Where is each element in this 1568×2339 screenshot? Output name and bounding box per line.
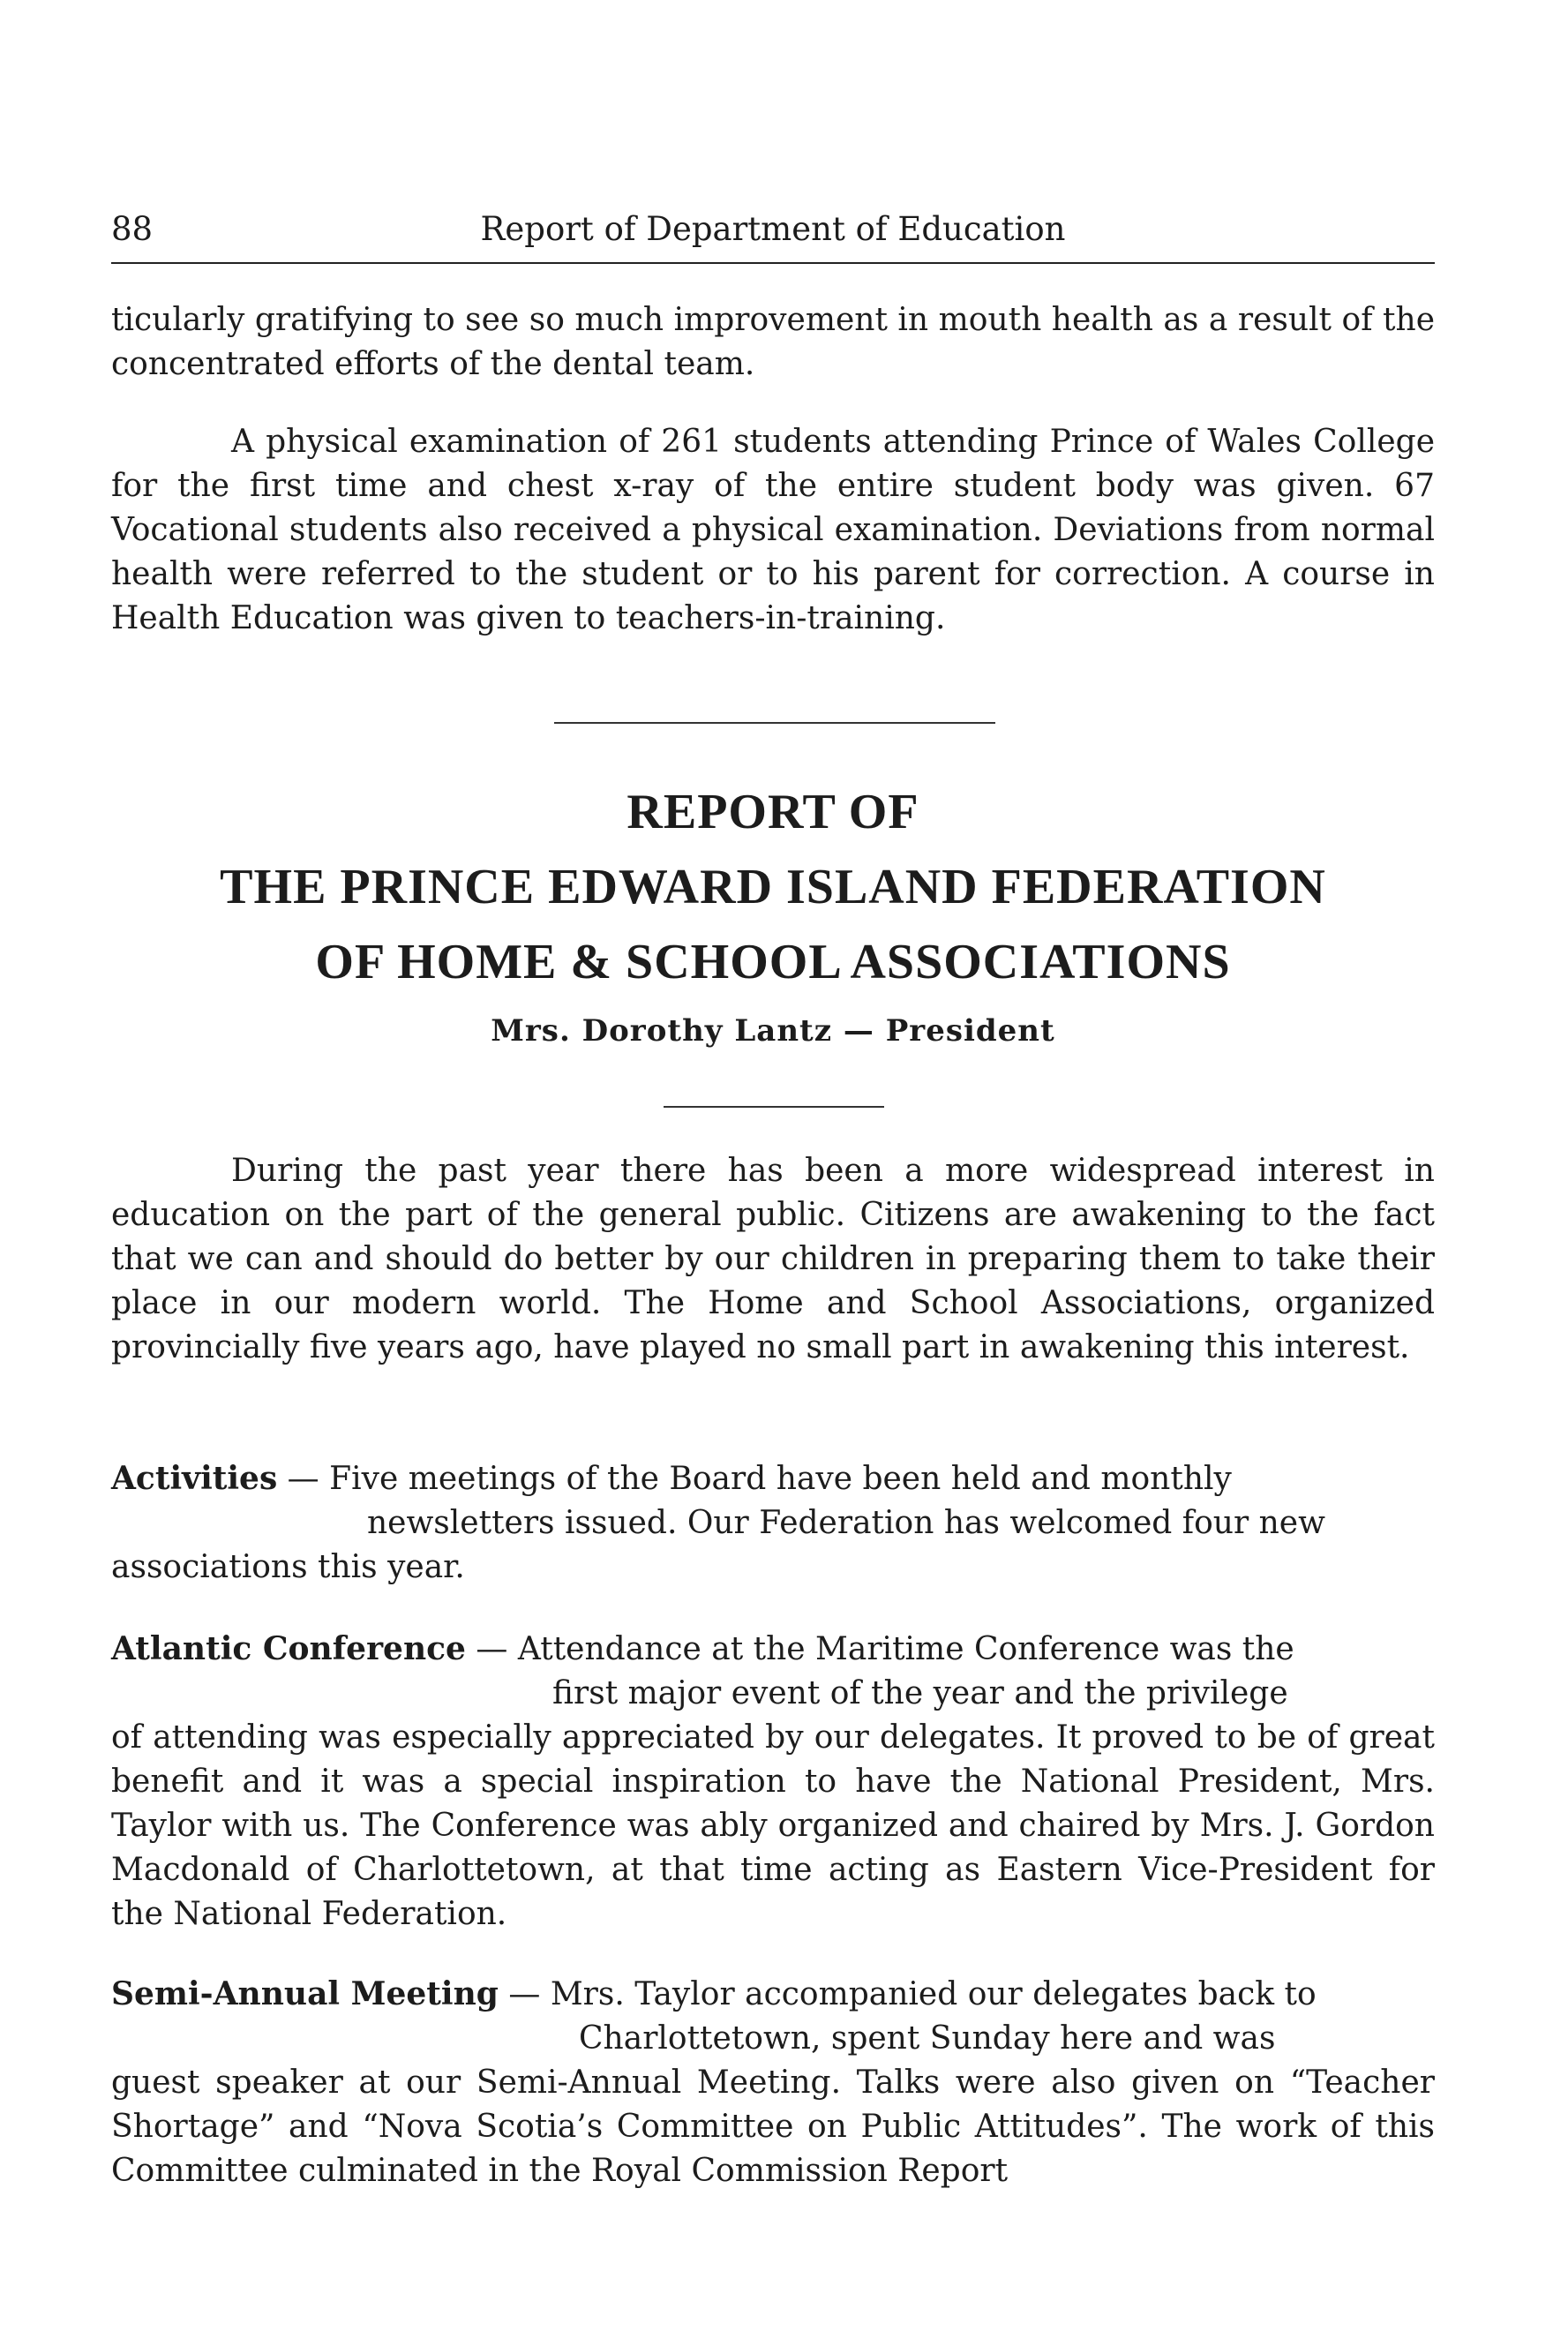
section-lead-line: Semi-Annual Meeting — Mrs. Taylor accompanied our delegates back to bbox=[111, 1975, 1317, 2012]
section-body: guest speaker at our Semi-Annual Meeting. Talks were also given on “Teacher Shortage” and “Nova Scotia’s Committee on Public Attitudes”. The work of this Committee culminated in the Royal Commission Report bbox=[111, 2064, 1435, 2189]
section-heading: Activities bbox=[111, 1460, 278, 1497]
section-activities bbox=[111, 1456, 1435, 1590]
report-title-line-3: OF HOME & SCHOOL ASSOCIATIONS bbox=[315, 935, 1231, 989]
section-first-line: Attendance at the Maritime Conference was the bbox=[517, 1631, 1294, 1667]
section-heading: Atlantic Conference bbox=[111, 1630, 466, 1667]
section-lead-line: Atlantic Conference — Attendance at the Maritime Conference was the bbox=[111, 1630, 1294, 1667]
section-body: of attending was especially appreciated by our delegates. It proved to be of great benefit and it was a special inspiration to have the National President, Mrs. Taylor with us. The Conference was ably organized and chaired by Mrs. J. Gordon Macdonald of Charlottetown, at that time acting as Eastern Vice-President for the National Federation. bbox=[111, 1719, 1435, 1932]
section-divider bbox=[554, 722, 995, 724]
report-title-line-1: REPORT OF bbox=[626, 785, 919, 839]
physical-exam-paragraph: A physical examination of 261 students attending Prince of Wales College for the first time and chest x-ray of the entire student body was given. 67 Vocational students also received a physical examination. Deviations from normal health were referred to the student or to his parent for correction. A course in Health Education was given to teachers-in-training. bbox=[111, 424, 1435, 636]
section-second-line: newsletters issued. Our Federation has welcomed four new bbox=[367, 1505, 1325, 1541]
section-semi-annual-meeting bbox=[111, 1972, 1435, 2193]
report-intro-paragraph: During the past year there has been a more widespread interest in education on the part of the general public. Citizens are awakening to the fact that we can and should do better by our children in preparing them to take their place in our modern world. The Home and School Associations, organized provincially five years ago, have played no small part in awakening this interest. bbox=[111, 1153, 1435, 1365]
section-second-line: Charlottetown, spent Sunday here and was bbox=[579, 2020, 1276, 2057]
header-rule bbox=[111, 262, 1435, 264]
section-body: associations this year. bbox=[111, 1549, 465, 1585]
section-first-line: Five meetings of the Board have been held and monthly bbox=[329, 1461, 1232, 1497]
section-heading: Semi-Annual Meeting bbox=[111, 1975, 499, 2012]
running-title: Report of Department of Education bbox=[480, 210, 1066, 248]
section-atlantic-conference bbox=[111, 1627, 1435, 1937]
continuation-paragraph: ticularly gratifying to see so much improvement in mouth health as a result of the concentrated efforts of the dental team. bbox=[111, 302, 1435, 382]
report-title-line-2: THE PRINCE EDWARD ISLAND FEDERATION bbox=[220, 860, 1326, 914]
section-first-line: Mrs. Taylor accompanied our delegates back to bbox=[550, 1976, 1317, 2012]
section-lead-line: Activities — Five meetings of the Board have been held and monthly bbox=[111, 1460, 1232, 1497]
page-number: 88 bbox=[111, 210, 154, 248]
report-byline: Mrs. Dorothy Lantz — President bbox=[491, 1013, 1055, 1049]
section-second-line: first major event of the year and the privilege bbox=[552, 1675, 1288, 1711]
page-header bbox=[111, 201, 1435, 258]
byline-divider bbox=[664, 1106, 884, 1108]
